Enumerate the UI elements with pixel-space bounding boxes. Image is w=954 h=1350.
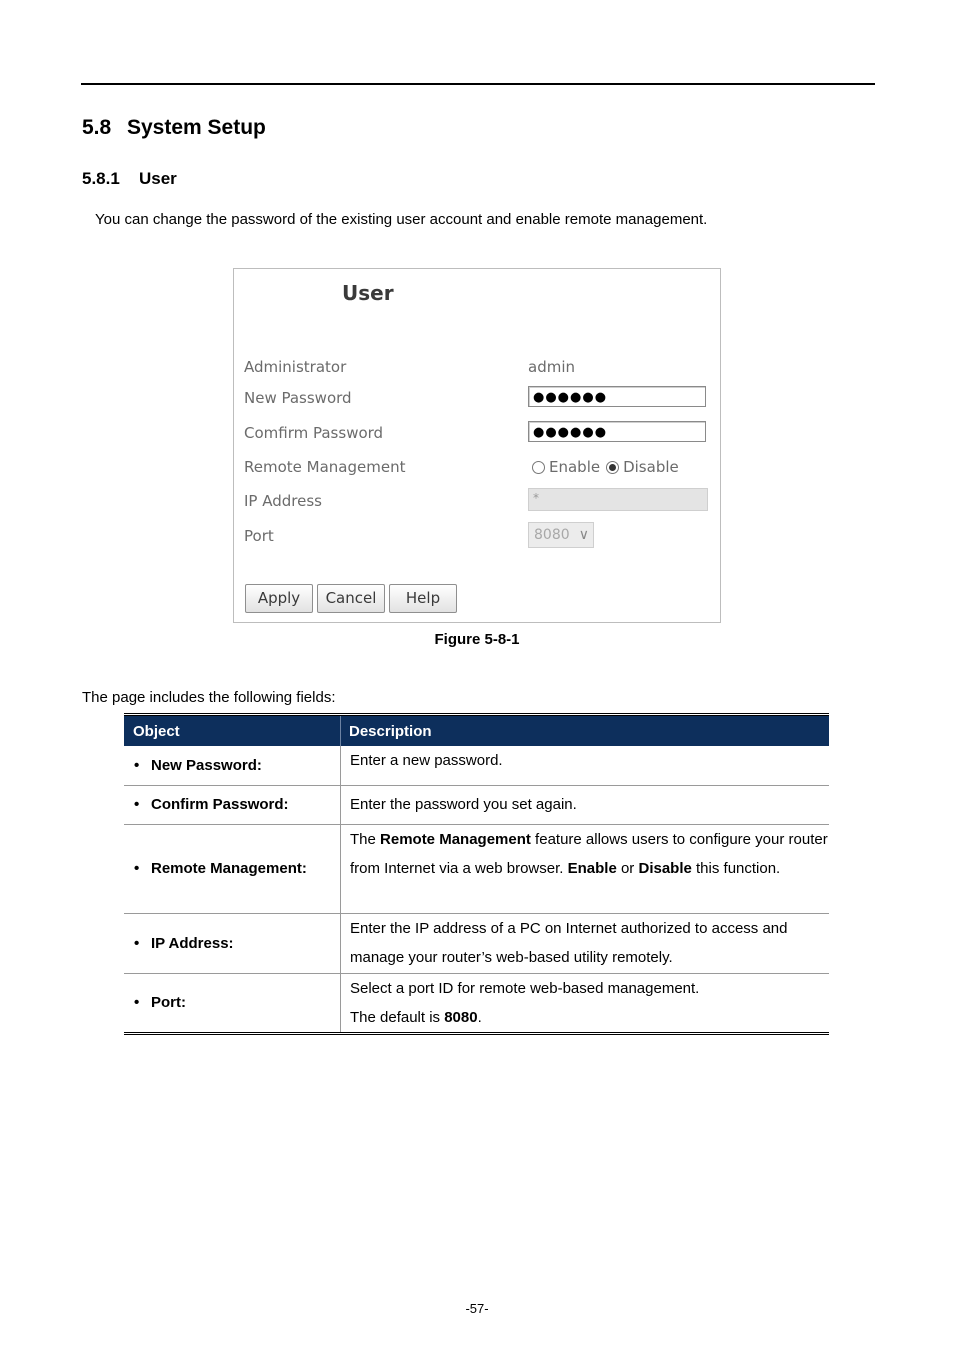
description-text: Select a port ID for remote web-based management.	[350, 979, 700, 997]
chevron-down-icon: ∨	[578, 527, 589, 543]
apply-button[interactable]: Apply	[245, 584, 313, 613]
description-cell	[341, 746, 830, 785]
ip-address-label: IP Address	[244, 492, 322, 510]
table-row	[124, 746, 829, 785]
table-row	[124, 824, 829, 913]
subsection-title: User	[139, 169, 177, 188]
object-cell: • IP Address:	[124, 913, 341, 973]
object-name: Port:	[151, 994, 186, 1011]
intro-paragraph: You can change the password of the existing user account and enable remote management.	[95, 211, 708, 228]
confirm-password-input[interactable]: ●●●●●●	[528, 421, 706, 442]
description-text: Enter the password you set again.	[350, 796, 577, 813]
table-header-row	[124, 715, 829, 747]
description-bold: 8080	[444, 1008, 478, 1026]
ip-address-input[interactable]: *	[528, 488, 708, 511]
page-number: -57-	[465, 1301, 489, 1316]
port-label: Port	[244, 527, 274, 545]
help-button[interactable]: Help	[389, 584, 457, 613]
administrator-label: Administrator	[244, 358, 347, 376]
object-cell: • Remote Management:	[124, 824, 341, 913]
remote-management-label: Remote Management	[244, 458, 406, 476]
description-bold: Enable	[567, 859, 617, 877]
remote-disable-label: Disable	[623, 458, 679, 476]
administrator-value: admin	[528, 358, 575, 376]
fields-intro: The page includes the following fields:	[82, 689, 336, 706]
description-text: feature allows users to configure your router from Internet via a web browser.	[350, 830, 828, 877]
object-name: IP Address:	[151, 934, 234, 952]
remote-disable-radio[interactable]	[606, 461, 619, 474]
section-title: System Setup	[127, 116, 266, 139]
object-name: Confirm Password:	[151, 796, 289, 813]
table-row	[124, 973, 829, 1033]
description-text: this function.	[691, 859, 781, 877]
fields-table	[124, 713, 829, 1035]
new-password-input[interactable]: ●●●●●●	[528, 386, 706, 407]
section-number: 5.8	[82, 116, 112, 139]
object-cell: • New Password:	[124, 746, 341, 785]
top-rule	[81, 83, 875, 85]
description-text: or	[616, 859, 639, 877]
description-text: .	[477, 1008, 482, 1026]
description-text: The	[350, 830, 381, 848]
description-cell	[341, 785, 830, 824]
subsection-heading	[82, 169, 177, 189]
port-value: 8080	[534, 527, 570, 543]
description-bold: Remote Management	[380, 830, 531, 848]
description-column-header: Description	[341, 715, 830, 747]
description-text: Enter the IP address of a PC on Internet authorized to access and manage your router’s web-based utility remotely.	[350, 919, 788, 966]
description-cell	[341, 973, 830, 1033]
object-name: New Password:	[151, 756, 262, 774]
object-column-header: Object	[124, 715, 341, 747]
port-select[interactable]	[528, 522, 594, 548]
object-name: Remote Management:	[151, 860, 307, 877]
object-cell: • Confirm Password:	[124, 785, 341, 824]
new-password-label: New Password	[244, 389, 352, 407]
figure-caption: Figure 5-8-1	[434, 631, 520, 648]
remote-enable-label: Enable	[549, 458, 601, 476]
description-text: Enter a new password.	[350, 752, 503, 769]
table-row	[124, 913, 829, 973]
description-text: The default is	[350, 1008, 445, 1026]
table-row	[124, 785, 829, 824]
description-cell	[341, 913, 830, 973]
user-settings-screenshot	[233, 268, 721, 623]
confirm-password-label: Comfirm Password	[244, 424, 384, 442]
description-cell	[341, 824, 830, 913]
remote-enable-radio[interactable]	[532, 461, 545, 474]
remote-management-radio-group	[532, 458, 679, 476]
panel-title: User	[342, 281, 394, 305]
cancel-button[interactable]: Cancel	[317, 584, 385, 613]
description-bold: Disable	[638, 859, 692, 877]
subsection-number: 5.8.1	[82, 169, 120, 188]
object-cell: • Port:	[124, 973, 341, 1033]
section-heading	[82, 116, 266, 140]
